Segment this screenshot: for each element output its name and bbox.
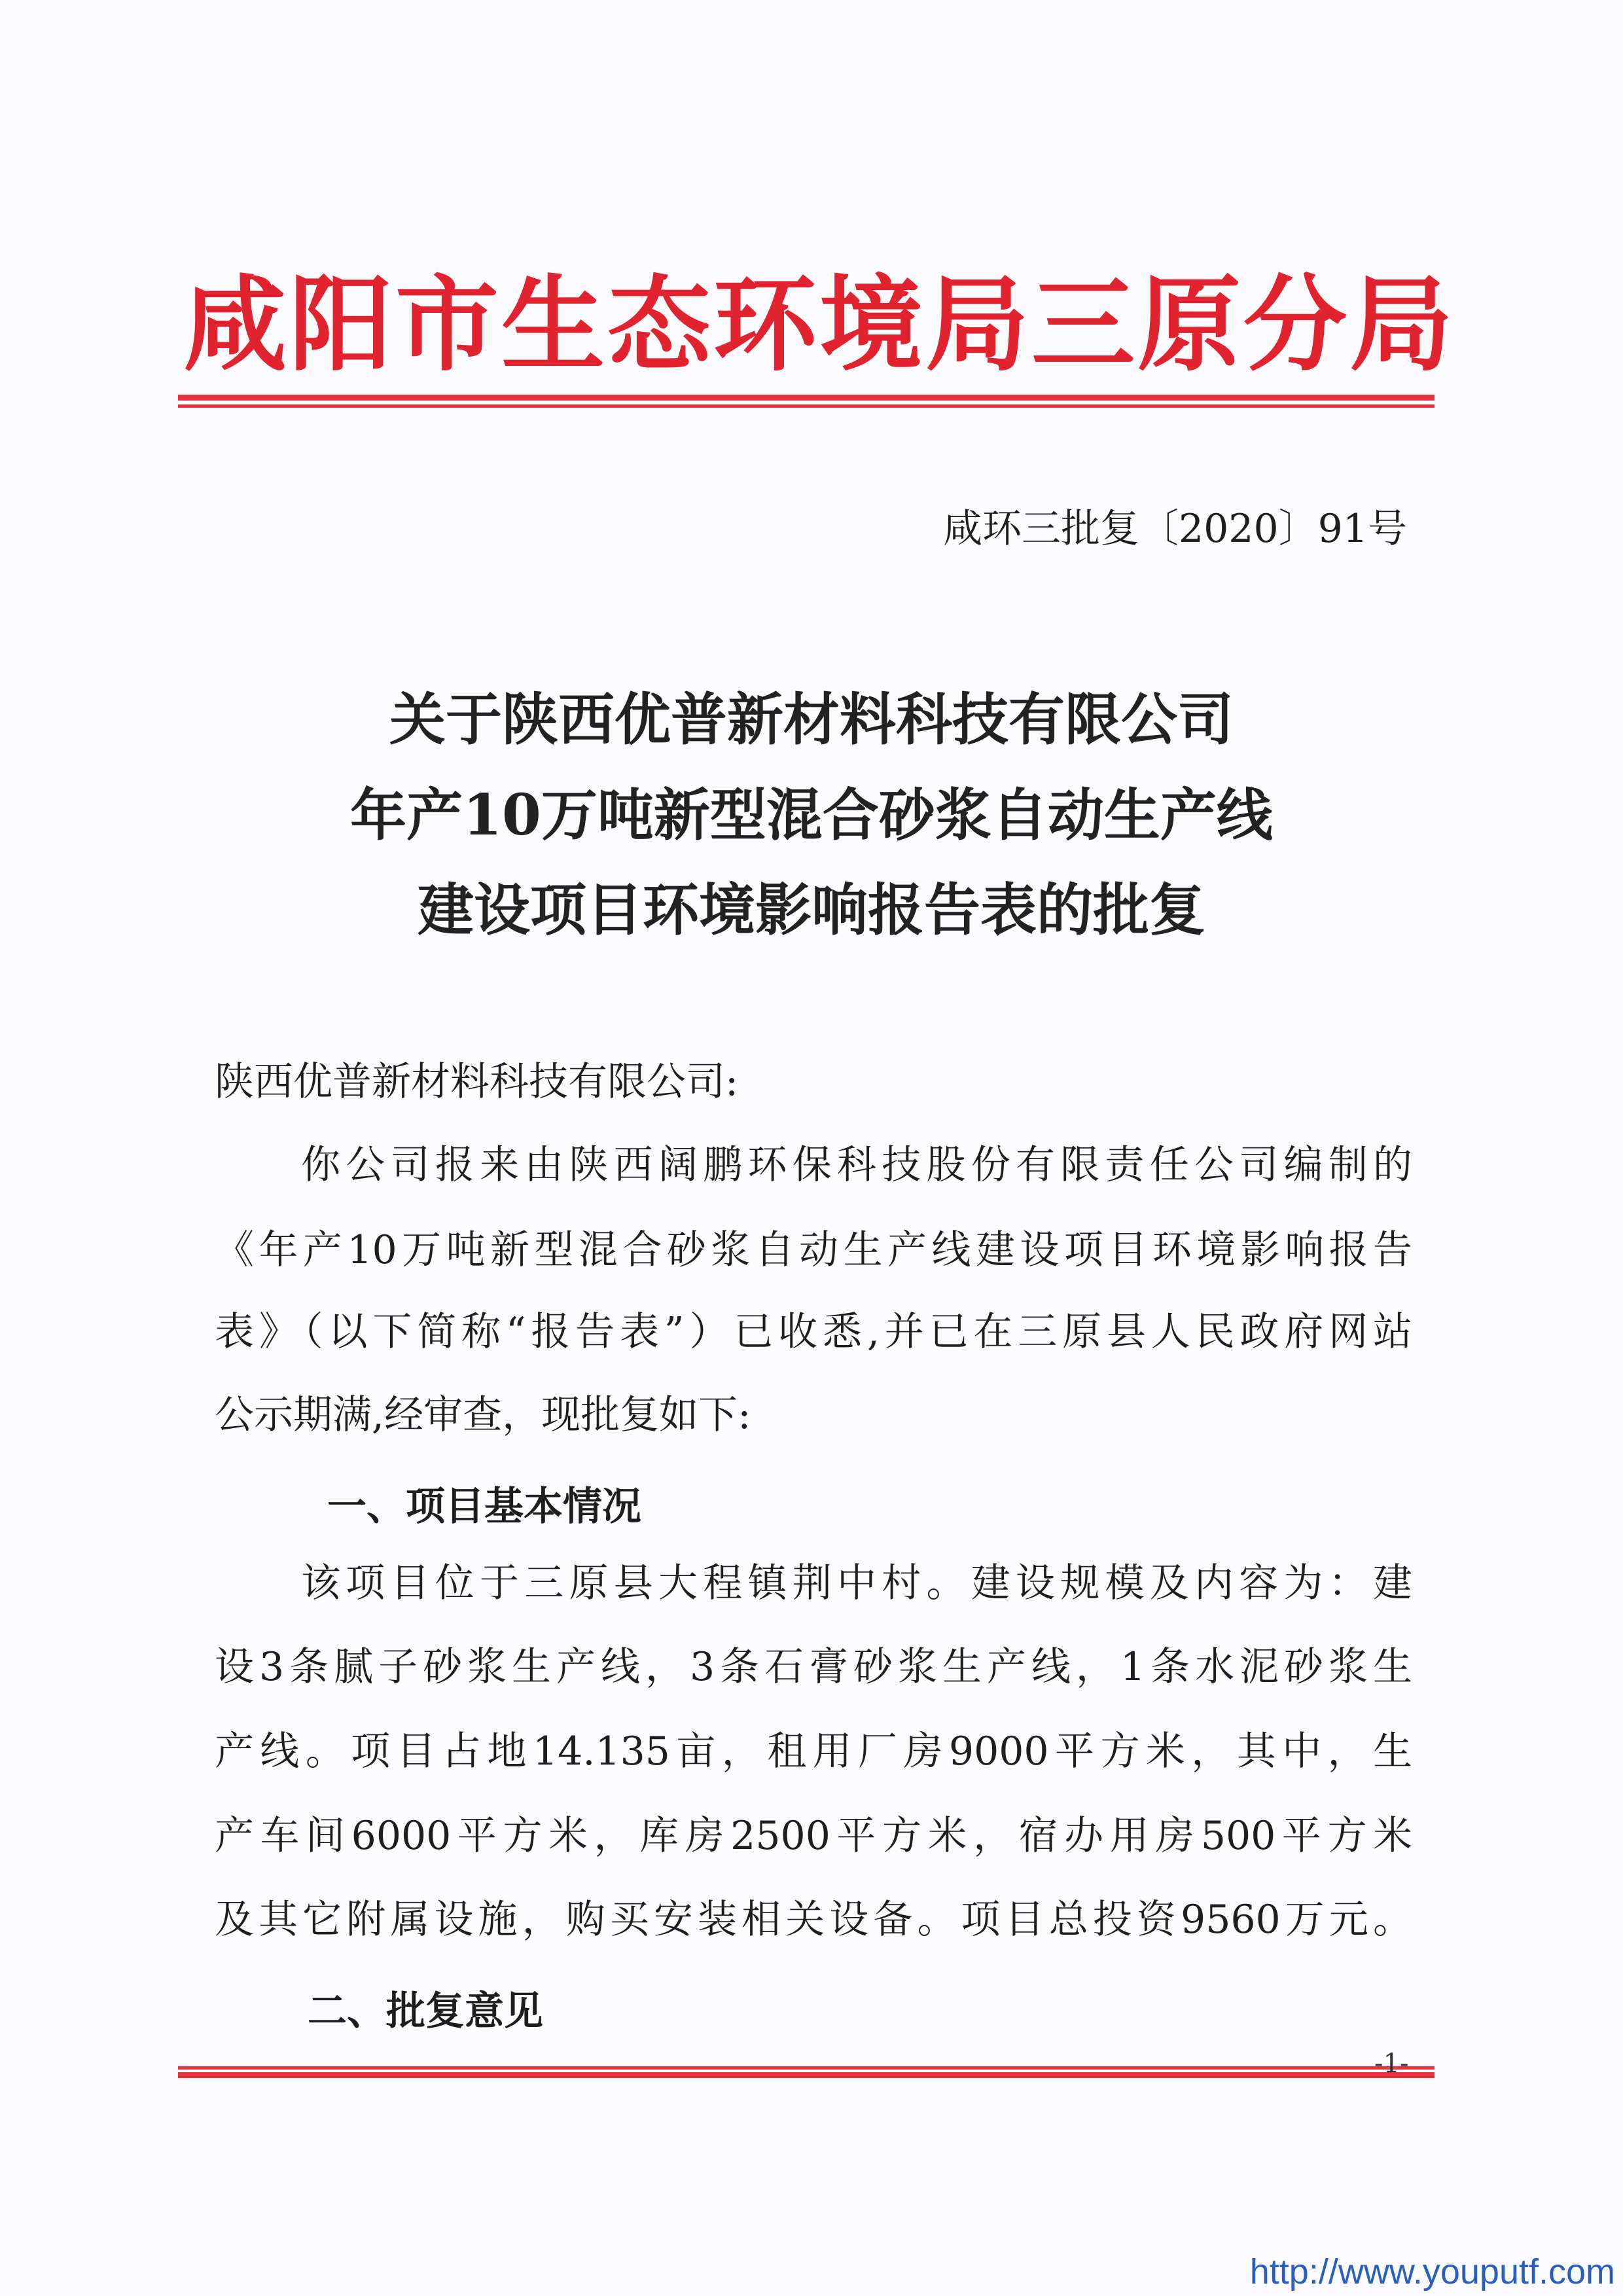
section1-line: 产线。项目占地14.135亩，租用厂房9000平方米，其中，生	[215, 1729, 1412, 1774]
letterhead-title: 咸阳市生态环境局三原分局	[183, 265, 1455, 386]
title-line-3: 建设项目环境影响报告表的批复	[418, 877, 1205, 943]
section2-heading: 二、批复意见	[308, 1988, 543, 2034]
intro-line: 公示期满,经审查，现批复如下:	[215, 1392, 751, 1438]
footer-rule-thin	[178, 2066, 1435, 2070]
header-rule-thin	[178, 404, 1435, 408]
section1-line: 设3条腻子砂浆生产线，3条石膏砂浆生产线，1条水泥砂浆生	[215, 1644, 1412, 1690]
recipient: 陕西优普新材料科技有限公司:	[215, 1059, 739, 1105]
document-number: 咸环三批复〔2020〕91号	[942, 506, 1407, 552]
section1-line: 该项目位于三原县大程镇荆中村。建设规模及内容为：建	[301, 1560, 1412, 1606]
section1-line: 产车间6000平方米，库房2500平方米，宿办用房500平方米	[215, 1813, 1412, 1859]
title-line-1: 关于陕西优普新材料科技有限公司	[389, 687, 1234, 753]
watermark-url: http://www.youputf.com	[1249, 2252, 1615, 2291]
footer-rule-thick	[178, 2072, 1435, 2078]
page-number: -1-	[1374, 2049, 1409, 2079]
intro-line: 你公司报来由陕西阔鹏环保科技股份有限责任公司编制的	[301, 1142, 1412, 1188]
intro-line: 表》（以下简称“报告表”）已收悉,并已在三原县人民政府网站	[215, 1309, 1412, 1355]
intro-line: 《年产10万吨新型混合砂浆自动生产线建设项目环境影响报告	[215, 1227, 1412, 1273]
title-line-2: 年产10万吨新型混合砂浆自动生产线	[350, 782, 1273, 848]
section1-heading: 一、项目基本情况	[327, 1484, 641, 1530]
section1-line: 及其它附属设施，购买安装相关设备。项目总投资9560万元。	[215, 1897, 1412, 1943]
header-rule-thick	[178, 395, 1435, 401]
